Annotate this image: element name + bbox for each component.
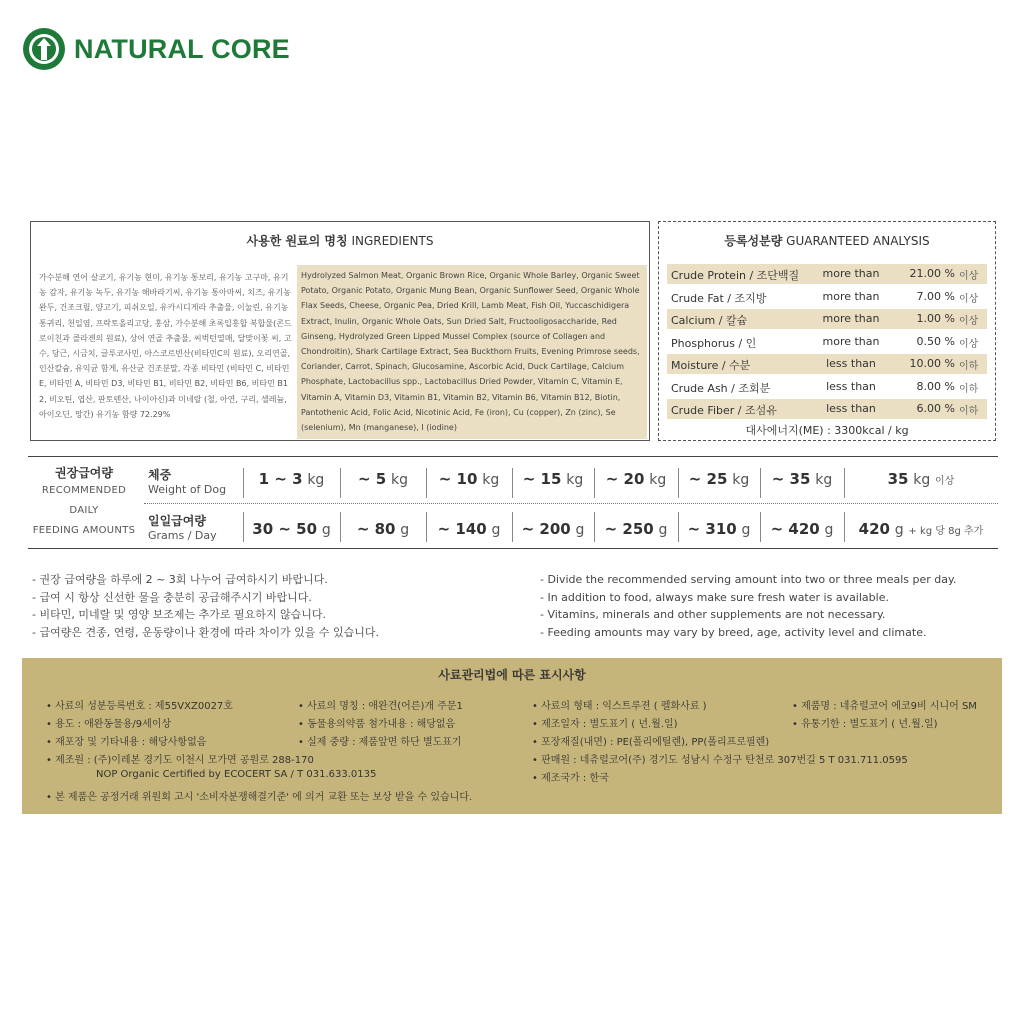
weight-cell: ~ 5 kg (357, 470, 408, 488)
grams-cell: ~ 250 g (604, 520, 668, 538)
grams-cell: ~ 140 g (437, 520, 501, 538)
analysis-value: 0.50 % (916, 334, 955, 348)
analysis-box (658, 221, 996, 441)
note-en-2: - In addition to food, always make sure fresh water is available. (540, 590, 889, 604)
note-en-1: - Divide the recommended serving amount into two or three meals per day. (540, 573, 957, 586)
brand-name: NATURAL CORE (74, 33, 290, 64)
feeding-side-label: 권장급여량 RECOMMENDED DAILY FEEDING AMOUNTS (32, 466, 136, 536)
note-ko-3: - 비타민, 미네랄 및 영양 보조제는 추가로 필요하지 않습니다. (32, 608, 326, 621)
brand-logo (22, 26, 290, 72)
analysis-row (667, 264, 987, 284)
analysis-row (667, 309, 987, 329)
ingredients-text-ko: 가수분해 연어 살코기, 유기농 현미, 유기농 통보리, 유기농 고구마, 유기농 감자, 유기농 녹두, 유기농 해바라기씨, 유기농 통아마씨, 치즈, 유기농 완두, 건조크릴, 양고기, 피쉬오일, 유카시디게라 추출물, 이눌린, 유기농 통귀리, 천일염, 프락토올리고당, 홍삼, 가수분해 초록입홍합 복합물(콘드로이친과 콜라겐의 원료), 상어 연골 추출물, 씨벅턴열매, 달맞이꽃 씨, 고수, 당근, 시금치, 글루코사민, 아스코르빈산(비타민C의 원료), 오리연골, 인산칼슘, 유익균 함게, 유산균 건조분말, 각종 비타민 (비타민 C, 비타민 E, 비타민 A, 비타민 D3, 비타민 B1, 비타민 B2, 비타민 B6, 비타민 B12, 비오틴, 엽산, 판토텐산, 나이아신)과 미네랄 (철, 아연, 구리, 셀레늄, 아이오딘, 망간) 유기농 함량 72.29% (39, 273, 292, 419)
label-product-name: • 제품명 : 네츄럴코어 에코9비 시니어 SM (792, 701, 977, 712)
analysis-unit: 이상 (959, 271, 979, 282)
label-manufacturer: • 제조원 : (주)이레본 경기도 이천시 모가면 공원로 288-170 (46, 755, 314, 766)
analysis-value: 8.00 % (916, 379, 955, 393)
analysis-value: 1.00 % (916, 312, 955, 325)
weight-cell: ~ 25 kg (688, 470, 750, 488)
label-net-weight: • 실제 중량 : 제품앞면 하단 별도표기 (298, 737, 462, 748)
metabolizable-energy: 대사에너지(ME) : 3300kcal / kg (745, 424, 909, 437)
feeding-table (28, 456, 998, 550)
label-use: • 용도 : 애완동물용/9세이상 (46, 719, 172, 730)
label-feed-form: • 사료의 형태 : 익스트루젼 ( 펠화사료 ) (532, 701, 707, 712)
note-ko-4: - 급여량은 견종, 연령, 운동량이나 환경에 따라 차이가 있을 수 있습니다. (32, 625, 379, 639)
analysis-unit: 이하 (959, 361, 979, 372)
label-country: • 제조국가 : 한국 (532, 773, 609, 784)
ingredients-title: 사용한 원료의 명칭 INGREDIENTS (246, 234, 434, 248)
note-en-4: - Feeding amounts may vary by breed, age, activity level and climate. (540, 625, 927, 639)
grams-cell: ~ 80 g (356, 520, 410, 538)
note-ko-2: - 급여 시 항상 신선한 물을 충분히 공급해주시기 바랍니다. (32, 590, 312, 604)
grams-cell: ~ 420 g (770, 520, 834, 538)
analysis-label: Calcium / 칼슘 (671, 314, 748, 327)
grams-cell: 420 g + kg 당 8g 추가 (858, 520, 984, 538)
feeding-notes-ko (32, 571, 379, 641)
analysis-comparator: more than (822, 289, 880, 303)
analysis-comparator: less than (826, 402, 876, 415)
analysis-comparator: more than (822, 267, 880, 280)
weight-cell: 35 kg 이상 (887, 470, 955, 488)
analysis-label: Moisture / 수분 (671, 359, 751, 372)
analysis-title: 등록성분량 GUARANTEED ANALYSIS (724, 234, 930, 248)
weight-label: 체중 Weight of Dog (148, 468, 227, 496)
label-seller: • 판매원 : 네츄럴코어(주) 경기도 성남시 수정구 탄천로 307번길 5 T 031.711.0595 (532, 755, 908, 766)
analysis-comparator: more than (822, 334, 880, 348)
weight-cell: 1 ~ 3 kg (258, 470, 325, 488)
label-feed-name: • 사료의 명칭 : 애완견(어른)개 주문1 (298, 701, 463, 712)
note-en-3: - Vitamins, minerals and other supplements are not necessary. (540, 608, 886, 621)
ingredients-box (30, 221, 650, 441)
analysis-comparator: more than (822, 312, 880, 325)
analysis-row (667, 332, 987, 352)
analysis-row (667, 377, 987, 397)
weight-cell: ~ 10 kg (438, 470, 500, 488)
label-drug-additive: • 동물용의약품 첨가내용 : 해당없음 (298, 719, 456, 730)
analysis-comparator: less than (826, 357, 876, 370)
analysis-unit: 이상 (959, 338, 979, 350)
analysis-value: 21.00 % (909, 267, 955, 280)
grams-cell: ~ 200 g (521, 520, 585, 538)
ingredients-text-en: Hydrolyzed Salmon Meat, Organic Brown Rice, Organic Whole Barley, Organic Sweet Potato, Organic Potato, Organic Mung Bean, Organic Sunflower Seed, Organic Whole Flax Seeds, Cheese, Organic Pea, Dried Krill, Lamb Meat, Fish Oil, Yuccaschidigera Extract, Inulin, Organic Whole Oats, Sun Dried Salt, Fructooligosaccharide, Red Ginseng, Hydrolyzed Green Lipped Mussel Complex (source of Collagen and Chondroitin), Shark Cartilage Extract, Sea Buckthorn Fruits, Evening Primrose seeds, Coriander, Carrot, Spinach, Glucosamine, Ascorbic Acid, Duck Cartilage, Calcium Phosphate, Lactobacillus spp., Lactobacillus Dried Powder, Vitamin C, Vitamin E, Vitamin A, Vitamin D3, Vitamin B1, Vitamin B2, Vitamin B6, Vitamin B12, Biotin, Pantothenic Acid, Folic Acid, Nicotinic Acid, Fe (iron), Cu (copper), Zn (zinc), Se (selenium), Mn (manganese), I (iodine) (297, 265, 647, 439)
analysis-unit: 이상 (959, 316, 979, 327)
leaf-arrow-icon (22, 27, 66, 71)
grams-cell: 30 ~ 50 g (252, 520, 331, 538)
weight-cell: ~ 15 kg (522, 470, 584, 488)
label-notice: • 본 제품은 공정거래 위원회 고시 '소비자분쟁해결기준' 에 의거 교환 또는 보상 받을 수 있습니다. (46, 792, 473, 803)
analysis-unit: 이하 (959, 406, 979, 417)
weight-cell: ~ 35 kg (771, 470, 833, 488)
analysis-label: Crude Fiber / 조섬유 (671, 404, 777, 417)
weight-cell: ~ 20 kg (605, 470, 667, 488)
label-packaging: • 포장재질(내면) : PE(폴리에틸렌), PP(폴리프로필렌) (532, 737, 770, 748)
analysis-value: 10.00 % (909, 357, 955, 370)
feeding-notes-en (540, 571, 956, 641)
legal-label-section (22, 658, 1002, 814)
analysis-value: 6.00 % (916, 402, 955, 415)
analysis-unit: 이하 (959, 383, 979, 395)
analysis-value: 7.00 % (916, 289, 955, 303)
label-registration: • 사료의 성분등록번호 : 제55VXZ0027호 (46, 701, 233, 712)
note-ko-1: - 권장 급여량을 하루에 2 ~ 3회 나누어 급여하시기 바랍니다. (32, 573, 328, 586)
legal-label-title: 사료관리법에 따른 표시사항 (438, 668, 586, 682)
analysis-label: Crude Protein / 조단백질 (671, 269, 800, 282)
label-expiry: • 유통기한 : 별도표기 ( 년.월.일) (792, 719, 938, 730)
analysis-row (667, 399, 987, 419)
label-repack: • 재포장 및 기타내용 : 해당사항없음 (46, 737, 207, 748)
analysis-unit: 이상 (959, 293, 979, 305)
analysis-comparator: less than (826, 379, 876, 393)
analysis-label: Crude Ash / 조회분 (671, 381, 771, 395)
grams-label: 일일급여량 Grams / Day (148, 514, 217, 542)
grams-cell: ~ 310 g (687, 520, 751, 538)
label-organic-cert: NOP Organic Certified by ECOCERT SA / T 031.633.0135 (96, 769, 377, 780)
analysis-row (667, 354, 987, 374)
label-mfg-date: • 제조일자 : 별도표기 ( 년.월.일) (532, 719, 678, 730)
analysis-row (667, 287, 987, 307)
analysis-label: Phosphorus / 인 (671, 336, 757, 350)
analysis-label: Crude Fat / 조지방 (671, 291, 767, 305)
